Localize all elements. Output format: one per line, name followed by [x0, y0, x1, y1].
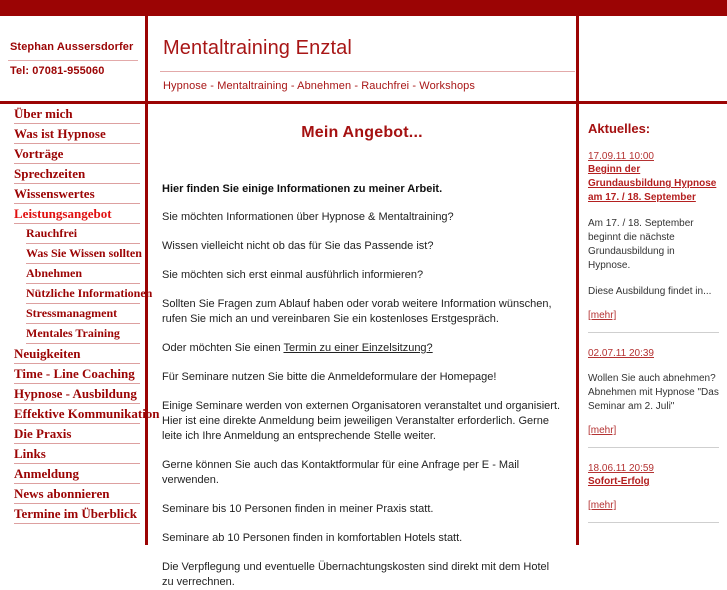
sidebar-item-nutzliche-informationen[interactable] [0, 284, 153, 304]
sidebar-item-label: Effektive Kommunikation [14, 406, 160, 421]
paragraph: Für Seminare nutzen Sie bitte die Anmeldeformulare der Homepage! [162, 371, 497, 383]
appointment-prefix: Oder möchten Sie einen [162, 342, 284, 354]
appointment-paragraph [162, 327, 562, 356]
sidebar-navigation [0, 104, 160, 545]
news-title[interactable]: Beginn der Grundausbildung Hypnose am 17. / 18. September [588, 164, 717, 203]
sidebar-item-label: Time - Line Coaching [14, 366, 135, 381]
sidebar-item-label: Leistungsangebot [14, 206, 112, 221]
contact-name: Stephan Aussersdorfer [10, 41, 134, 53]
sidebar-item-label: Neuigkeiten [14, 346, 81, 361]
sidebar-item-time-line-coaching[interactable] [0, 364, 145, 384]
news-sidebar [579, 104, 727, 545]
sidebar-item-label: Was ist Hypnose [14, 126, 106, 141]
paragraph: Sie möchten sich erst einmal ausführlich informieren? [162, 269, 424, 281]
news-heading: Aktuelles: [588, 121, 651, 136]
sidebar-item-termine-im-uberblick[interactable] [0, 504, 145, 524]
sidebar-item-label: Anmeldung [14, 466, 80, 481]
sidebar-item-effektive-kommunikation[interactable] [0, 404, 160, 424]
intro-text: Hier finden Sie einige Informationen zu meiner Arbeit. [162, 183, 443, 195]
sidebar-item-neuigkeiten[interactable] [0, 344, 145, 364]
sidebar-item-rauchfrei[interactable] [0, 224, 145, 244]
sidebar-item-label: Wissenswertes [14, 186, 95, 201]
news-date[interactable]: 17.09.11 10:00 [588, 151, 654, 162]
news-body: Wollen Sie auch abnehmen? Abnehmen mit Hypnose "Das Seminar am 2. Juli" [588, 373, 719, 412]
news-date[interactable]: 18.06.11 20:59 [588, 463, 654, 474]
paragraph: Sollten Sie Fragen zum Ablauf haben oder vorab weitere Information wünschen, rufen Sie mich an und vereinbaren Sie ein kostenloses Erstgespräch. [162, 298, 552, 325]
news-body: Am 17. / 18. September beginnt die nächste Grundausbildung in Hypnose. [588, 218, 694, 271]
sidebar-item-label: Über mich [14, 106, 73, 121]
sidebar-item-wissenswertes[interactable] [0, 184, 145, 204]
news-item [588, 448, 719, 523]
sidebar-item-news-abonnieren[interactable] [0, 484, 145, 504]
news-title[interactable]: Sofort-Erfolg [588, 476, 650, 487]
sidebar-item-label: Stressmanagment [26, 306, 118, 320]
sidebar-item-hypnose-ausbildung[interactable] [0, 384, 145, 404]
news-more-link[interactable]: [mehr] [588, 425, 617, 436]
appointment-link[interactable]: Termin zu einer Einzelsitzung? [283, 342, 433, 354]
paragraph: Wissen vielleicht nicht ob das für Sie das Passende ist? [162, 240, 434, 252]
sidebar-item-label: Sprechzeiten [14, 166, 86, 181]
sidebar-item-label: Hypnose - Ausbildung [14, 386, 137, 401]
site-title: Mentaltraining Enztal [163, 37, 352, 59]
header-brand-block [148, 16, 576, 101]
sidebar-item-label: Links [14, 446, 46, 461]
sidebar-item-sprechzeiten[interactable] [0, 164, 145, 184]
page-title: Mein Angebot... [301, 124, 423, 141]
contact-divider [8, 60, 138, 61]
sidebar-item-die-praxis[interactable] [0, 424, 145, 444]
site-tagline: Hypnose - Mentaltraining - Abnehmen - Rauchfrei - Workshops [163, 80, 476, 92]
sidebar-item-abnehmen[interactable] [0, 264, 145, 284]
sidebar-item-mentales-training[interactable] [0, 324, 145, 344]
sidebar-item-label: Mentales Training [26, 326, 120, 340]
main-content [148, 104, 576, 588]
sidebar-item-leistungsangebot[interactable] [0, 204, 145, 224]
paragraph: Seminare ab 10 Personen finden in komfortablen Hotels statt. [162, 532, 463, 544]
sidebar-item-label: Nützliche Informationen [26, 286, 153, 300]
sidebar-item-label: Rauchfrei [26, 226, 78, 240]
news-more-link[interactable]: [mehr] [588, 310, 617, 321]
paragraph: Seminare bis 10 Personen finden in meiner Praxis statt. [162, 503, 434, 515]
paragraph: Die Verpflegung und eventuelle Übernachtungskosten sind direkt mit dem Hotel zu verrechnen. [162, 561, 550, 588]
sidebar-item-label: Die Praxis [14, 426, 72, 441]
news-item [588, 333, 719, 448]
sidebar-item-links[interactable] [0, 444, 145, 464]
brand-divider [160, 71, 575, 72]
sidebar-item-divider [14, 523, 140, 524]
news-more-link[interactable]: [mehr] [588, 500, 617, 511]
sidebar-item-vortrage[interactable] [0, 144, 145, 164]
sidebar-item-label: Termine im Überblick [14, 506, 138, 521]
header-contact-block [0, 16, 145, 101]
sidebar-item-label: Was Sie Wissen sollten [26, 246, 142, 260]
top-banner-bar [0, 0, 727, 16]
sidebar-item-label: Abnehmen [26, 266, 83, 280]
sidebar-item-anmeldung[interactable] [0, 464, 145, 484]
news-item [588, 136, 719, 333]
sidebar-item-label: News abonnieren [14, 486, 110, 501]
sidebar-item-was-ist-hypnose[interactable] [0, 124, 145, 144]
sidebar-item-uber-mich[interactable] [0, 104, 145, 124]
news-date[interactable]: 02.07.11 20:39 [588, 348, 654, 359]
sidebar-item-was-sie-wissen-sollten[interactable] [0, 244, 145, 264]
news-divider [588, 522, 719, 523]
sidebar-item-label: Vorträge [14, 146, 64, 161]
news-body-continued: Diese Ausbildung findet in... [588, 286, 712, 297]
paragraph: Einige Seminare werden von externen Organisatoren veranstaltet und organisiert. Hier ist eine direkte Anmeldung beim jeweiligen Veranstalter erforderlich. Gerne leite ich Ihre Anmeldung an entsprechende Stelle weiter. [162, 400, 561, 442]
paragraph: Sie möchten Informationen über Hypnose & Mentaltraining? [162, 211, 454, 223]
sidebar-item-stressmanagment[interactable] [0, 304, 145, 324]
contact-phone: Tel: 07081-955060 [10, 65, 105, 77]
paragraph: Gerne können Sie auch das Kontaktformular für eine Anfrage per E - Mail verwenden. [162, 459, 520, 486]
